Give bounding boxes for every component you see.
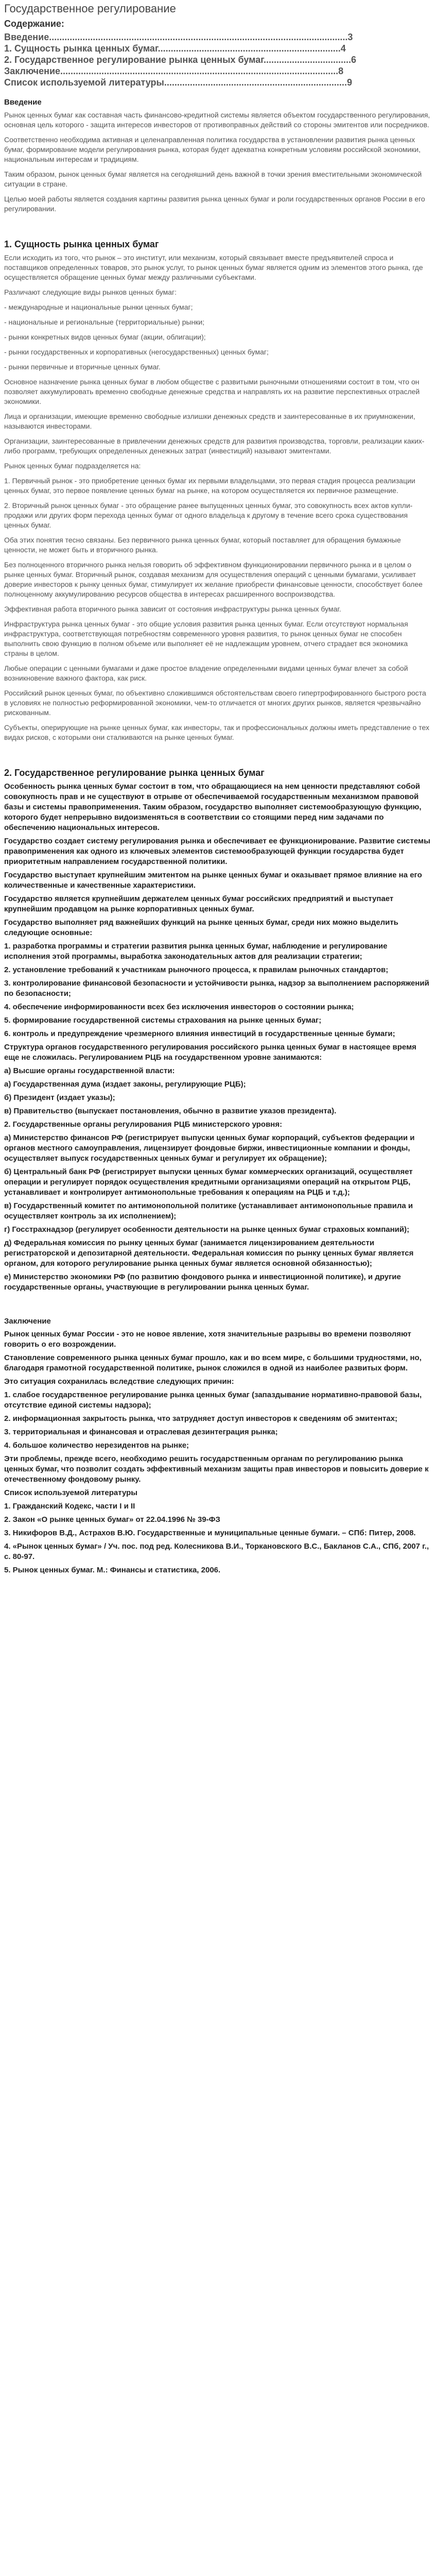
intro-paragraph: Соответственно необходима активная и целенаправленная политика государства в установлении развития рынка ценных бумаг, формирование модели регулирования рынка, которая будет адекватна конкретным условиям российской экономики, национальным интересам и традициям. bbox=[4, 135, 421, 163]
section2-paragraph: 5. формирование государственной системы страхования на рынке ценных бумаг; bbox=[4, 1016, 322, 1025]
section-2-body bbox=[4, 782, 432, 1293]
conclusion-paragraph: 2. Закон «О рынке ценных бумаг» от 22.04.1996 № 39-ФЗ bbox=[4, 1515, 220, 1524]
conclusion-paragraph: Это ситуация сохранилась вследствие следующих причин: bbox=[4, 1377, 234, 1386]
conclusion-paragraph: 2. информационная закрытость рынка, что затрудняет доступ инвесторов к сведениям об эмитентах; bbox=[4, 1414, 398, 1423]
section2-paragraph: а) Министерство финансов РФ (регистрирует выпуски ценных бумаг корпораций, субъектов федерации и органов местного самоуправления, лицензирует фондовые биржи, инвестиционные компании и фонды, осуществляет выпуск государственных ценных бумаг и регулирует их обращение); bbox=[4, 1133, 415, 1163]
toc-line-intro: Введение....................................................................................................................3 bbox=[4, 32, 353, 42]
section2-paragraph: Государство выполняет ряд важнейших функций на рынке ценных бумаг, среди них можно выделить следующие основные: bbox=[4, 918, 398, 937]
intro-paragraph: Рынок ценных бумаг как составная часть финансово-кредитной системы является объектом государственного регулирования, основная цель которого - защита интересов инвесторов от противоправных действий со стороны эмитентов или посредников. bbox=[4, 111, 430, 129]
section1-paragraph: - рынки конкретных видов ценных бумаг (акции, облигации); bbox=[4, 333, 206, 341]
intro-paragraph: Целью моей работы является создания картины развития рынка ценных бумаг и роли государственных органов России в его регулировании. bbox=[4, 195, 425, 213]
section1-paragraph: Российский рынок ценных бумаг, по объективно сложившимся обстоятельствам своего гипертрофированного быстрого роста в условиях не полностью реформированной экономики, чем-то отличается от многих других рынков, является чрезвычайно рискованным. bbox=[4, 689, 426, 717]
section2-paragraph: б) Президент (издает указы); bbox=[4, 1093, 115, 1102]
conclusion-paragraph: 4. большое количество нерезидентов на рынке; bbox=[4, 1441, 189, 1450]
section1-paragraph: Инфраструктура рынка ценных бумаг - это общие условия развития рынка ценных бумаг. Если отсутствуют нормальная инфраструктура, соответствующая потребностям современного уровня развития, то рынок ценных бумаг не способен выполнить свою функцию в полном объеме или выполняет её не надлежащим уровнем, отчего страдает вся экономика страны в целом. bbox=[4, 620, 408, 657]
conclusion-paragraph: 1. Гражданский Кодекс, части I и II bbox=[4, 1502, 135, 1511]
conclusion-heading: Заключение bbox=[4, 1317, 51, 1326]
conclusion-paragraph: 3. Никифоров В.Д., Астрахов В.Ю. Государственные и муниципальные ценные бумаги. – СПб: Питер, 2008. bbox=[4, 1529, 416, 1537]
intro-paragraph: Таким образом, рынок ценных бумаг является на сегодняшний день важной в точки зрения вместительными экономической ситуации в стране. bbox=[4, 170, 422, 188]
section1-paragraph: Организации, заинтересованные в привлечении денежных средств для развития производства, торговли, реализации каких-либо программ, требующих определенных денежных затрат (инвестиций) называют эмитентами. bbox=[4, 437, 425, 455]
toc-line-bibliography: Список используемой литературы.......................................................................9 bbox=[4, 77, 352, 88]
toc-line-section-1: 1. Сущность рынка ценных бумаг.......................................................................4 bbox=[4, 43, 346, 54]
table-of-contents bbox=[4, 19, 432, 88]
section2-paragraph: е) Министерство экономики РФ (по развитию фондового рынка и инвестиционной политике), и другие государственные органы, участвующие в регулировании рынка ценных бумаг. bbox=[4, 1273, 401, 1292]
section1-paragraph: Лица и организации, имеющие временно свободные излишки денежных средств и заинтересованные в их приумножении, называются инвесторами. bbox=[4, 412, 415, 430]
section2-paragraph: 2. установление требований к участникам рыночного процесса, к правилам рыночных стандартов; bbox=[4, 965, 389, 974]
section2-paragraph: г) Госстрахнадзор (регулирует особенности деятельности на рынке ценных бумаг страховых компаний); bbox=[4, 1225, 410, 1234]
conclusion-paragraph: Список используемой литературы bbox=[4, 1488, 138, 1497]
section1-paragraph: Оба этих понятия тесно связаны. Без первичного рынка ценных бумаг, который поставляет для обращения бумажные ценности, не может быть и вторичного рынка. bbox=[4, 536, 401, 554]
toc-line-conclusion: Заключение............................................................................................................8 bbox=[4, 66, 344, 76]
section2-paragraph: а) Высшие органы государственной власти: bbox=[4, 1066, 175, 1075]
section2-paragraph: 2. Государственные органы регулирования РЦБ министерского уровня: bbox=[4, 1120, 283, 1129]
section-1-heading: 1. Сущность рынка ценных бумаг bbox=[4, 239, 159, 249]
section2-paragraph: б) Центральный банк РФ (регистрирует выпуски ценных бумаг коммерческих организаций, осуществляет операции и регулирует порядок осуществления кредитными организациями операций на открытом РЦБ, устанавливает и контролирует антимонопольные требования к операциям на РЦБ и т.д.); bbox=[4, 1167, 413, 1197]
section1-paragraph: 2. Вторичный рынок ценных бумаг - это обращение ранее выпущенных ценных бумаг, это совокупность всех актов купли-продажи или других форм перехода ценных бумаг от одного владельца к другому в течение всего срока существования ценных бумаг. bbox=[4, 501, 413, 529]
section2-paragraph: Особенность рынка ценных бумаг состоит в том, что обращающиеся на нем ценности представляют собой совокупность прав и не существуют в отрыве от обеспечиваемой государственным механизмом правовой базы и системы правоприменения. Таким образом, государство выполняет системообразующую функцию, которого будет непрерывно видоизменяться в соответствии со стоящими перед ним задачами по обеспечению национальных интересов. bbox=[4, 782, 422, 832]
section1-paragraph: - национальные и региональные (территориальные) рынки; bbox=[4, 318, 205, 326]
conclusion-paragraph: Рынок ценных бумаг России - это не новое явление, хотя значительные разрывы во времени позволяют говорить о его возрождении. bbox=[4, 1330, 411, 1349]
section1-paragraph: Различают следующие виды рынков ценных бумаг: bbox=[4, 288, 177, 296]
section1-paragraph: Субъекты, оперирующие на рынке ценных бумаг, как инвесторы, так и профессиональных должны иметь представление о тех видах рисков, с которыми они сталкиваются на рынке ценных бумаг. bbox=[4, 723, 429, 741]
section2-paragraph: Структура органов государственного регулирования российского рынка ценных бумаг в настоящее время еще не сложилась. Регулированием РЦБ на государственном уровне занимаются: bbox=[4, 1043, 416, 1062]
intro-heading: Введение bbox=[4, 98, 42, 107]
section1-paragraph: - рынки государственных и корпоративных (негосударственных) ценных бумаг; bbox=[4, 348, 269, 356]
page-title: Государственное регулирование bbox=[4, 2, 176, 15]
conclusion-paragraph: 5. Рынок ценных бумаг. М.: Финансы и статистика, 2006. bbox=[4, 1566, 221, 1574]
section2-paragraph: в) Государственный комитет по антимонопольной политике (устанавливает антимонопольные правила и осуществляет контроль за их исполнением); bbox=[4, 1201, 413, 1221]
toc-line-section-2: 2. Государственное регулирование рынка ценных бумаг..................................6 bbox=[4, 55, 356, 65]
section2-paragraph: 4. обеспечение информированности всех без исключения инвесторов о состоянии рынка; bbox=[4, 1003, 354, 1011]
section1-paragraph: Рынок ценных бумаг подразделяется на: bbox=[4, 462, 141, 470]
conclusion-paragraph: 4. «Рынок ценных бумаг» / Уч. пос. под ред. Колесникова В.И., Торкановского В.С., Бакланов С.А., СПб, 2007 г., с. 80-97. bbox=[4, 1542, 429, 1561]
section1-paragraph: Основное назначение рынка ценных бумаг в любом обществе с развитыми рыночными отношениями состоит в том, что он позволяет аккумулировать временно свободные денежные средства и направлять их на развитие перспективных отраслей экономики. bbox=[4, 378, 420, 405]
conclusion-paragraph: 3. территориальная и финансовая и отраслевая дезинтеграция рынка; bbox=[4, 1428, 278, 1436]
conclusion-paragraph: 1. слабое государственное регулирование рынка ценных бумаг (запаздывание нормативно-правовой базы, отсутствие единой системы надзора); bbox=[4, 1391, 422, 1410]
section1-paragraph: - международные и национальные рынки ценных бумаг; bbox=[4, 303, 193, 311]
section1-paragraph: Любые операции с ценными бумагами и даже простое владение определенными видами ценных бумаг влечет за собой возникновение важного фактора, как риск. bbox=[4, 664, 408, 682]
intro-body bbox=[4, 110, 432, 214]
section2-paragraph: 6. контроль и предупреждение чрезмерного влияния инвестиций в государственные ценные бумаги; bbox=[4, 1029, 395, 1038]
section2-paragraph: в) Правительство (выпускает постановления, обычно в развитие указов президента). bbox=[4, 1107, 337, 1115]
toc-heading: Содержание: bbox=[4, 19, 64, 29]
conclusion-paragraph: Эти проблемы, прежде всего, необходимо решить государственным органам по регулированию рынка ценных бумаг, что позволит создать эффективный механизм защиты прав инвесторов и повысить доверие к отечественному фондовому рынку. bbox=[4, 1454, 429, 1484]
section1-paragraph: 1. Первичный рынок - это приобретение ценных бумаг их первыми владельцами, это первая стадия процесса реализации ценных бумаг, это первое появление ценных бумаг на рынке, на котором осуществляется их первичное размещение. bbox=[4, 477, 415, 495]
section2-paragraph: 1. разработка программы и стратегии развития рынка ценных бумаг, наблюдение и регулирование исполнения этой программы, выработка законодательных актов для реализации стратегии; bbox=[4, 942, 388, 961]
conclusion-paragraph: Становление современного рынка ценных бумаг прошло, как и во всем мире, с большими трудностями, но, благодаря грамотной государственной политике, рынок сложился в одной из наиболее развитых форм. bbox=[4, 1353, 422, 1372]
section2-paragraph: д) Федеральная комиссия по рынку ценных бумаг (занимается лицензированием деятельности регистраторской и депозитарной деятельности. Федеральная комиссия по рынку ценных бумаг является органом, для которого регулирование рынка ценных бумаг является основной обязанностью); bbox=[4, 1239, 414, 1268]
section1-paragraph: Если исходить из того, что рынок – это институт, или механизм, который связывает вместе предъявителей спроса и поставщиков определенных товаров, это рынок услуг, то рынок ценных бумаг является одним из элементов этого рынка, где осуществляется обращение ценных бумаг между различными субъектами. bbox=[4, 253, 423, 281]
section-2-heading: 2. Государственное регулирование рынка ценных бумаг bbox=[4, 768, 265, 778]
section2-paragraph: Государство выступает крупнейшим эмитентом на рынке ценных бумаг и оказывает прямое влияние на его количественные и качественные характеристики. bbox=[4, 871, 422, 890]
section2-paragraph: Государство является крупнейшим держателем ценных бумаг российских предприятий и выступает крупнейшим продавцом на рынке корпоративных ценных бумаг. bbox=[4, 894, 394, 913]
section2-paragraph: Государство создает систему регулирования рынка и обеспечивает ее функционирование. Развитие системы правоприменения как одного из ключевых элементов системообразующей функции государства будет приоритетным направлением государственной политики. bbox=[4, 837, 430, 866]
section2-paragraph: а) Государственная дума (издает законы, регулирующие РЦБ); bbox=[4, 1080, 246, 1089]
page bbox=[0, 2, 436, 1591]
section1-paragraph: Эффективная работа вторичного рынка зависит от состояния инфраструктуры рынка ценных бумаг. bbox=[4, 605, 341, 613]
section-1-body bbox=[4, 253, 432, 742]
section2-paragraph: 3. контролирование финансовой безопасности и устойчивости рынка, надзор за выполнением распоряжений по безопасности; bbox=[4, 979, 429, 998]
conclusion-body bbox=[4, 1329, 432, 1575]
section1-paragraph: Без полноценного вторичного рынка нельзя говорить об эффективном функционировании первичного рынка и в целом о рынке ценных бумаг. Вторичный рынок, создавая механизм для осуществления операций с ценными бумагами, усиливает доверие инвесторов к рынку ценных бумаг, стимулирует их желание приобрести финансовые ценности, способствует более полноценному аккумулированию ресурсов общества в интересах расширенного воспроизводства. bbox=[4, 561, 423, 598]
section1-paragraph: - рынки первичные и вторичные ценных бумаг. bbox=[4, 363, 161, 371]
